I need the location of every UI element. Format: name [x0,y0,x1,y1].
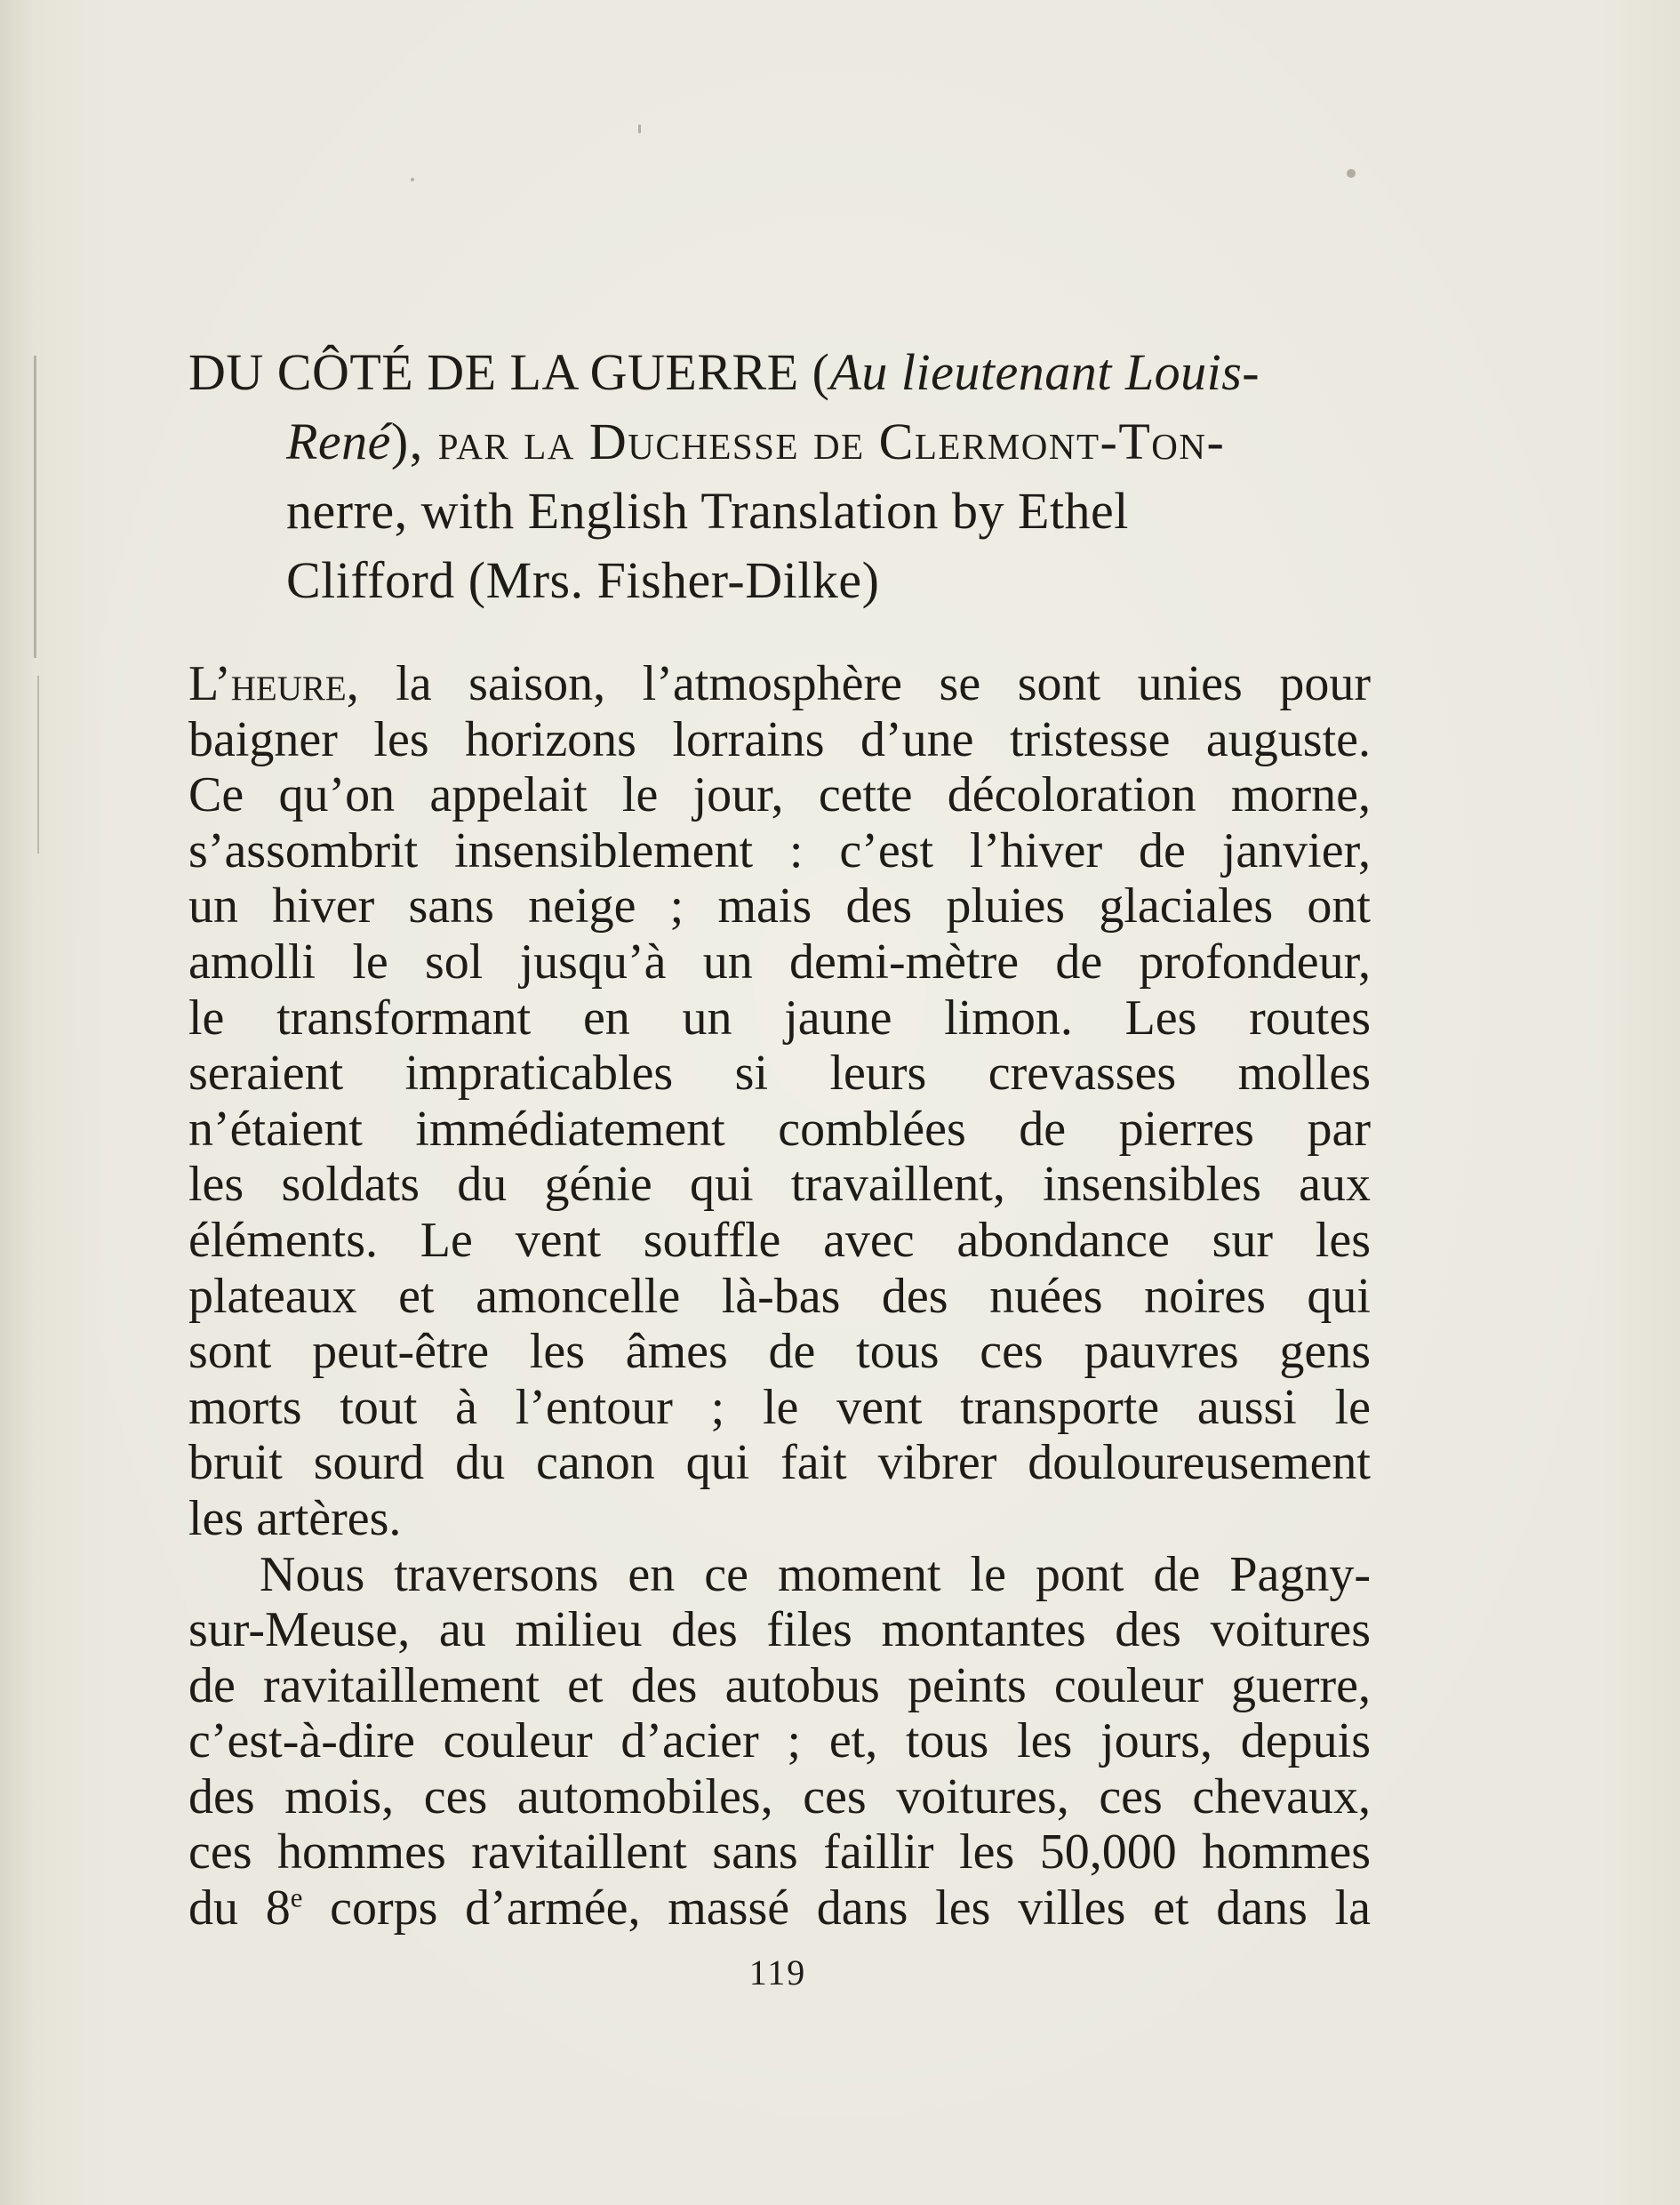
heading-line-3: nerre, with English Translation by Ethel [286,482,1129,540]
heading-line-1 [188,338,1371,407]
text-line [188,656,1371,712]
text-line: plateaux et amoncelle là-bas des nuées noires qui [188,1268,1371,1324]
superscript-ordinal: e [290,1882,303,1913]
text-line: bruit sourd du canon qui fait vibrer douloureusement [188,1435,1371,1491]
heading-line-2 [188,407,1371,477]
paragraph-start-line: Nous traversons en ce moment le pont de Pagny- [260,1546,1371,1602]
text-line: morts tout à l’entour ; le vent transporte aussi le [188,1379,1371,1435]
text-line: n’étaient immédiatement comblées de pierres par [188,1101,1371,1157]
binding-shadow [37,676,39,854]
text-line: les artères. [188,1490,402,1546]
heading-author-text: ), par la Duchesse de Clermont-Ton- [390,413,1226,470]
text-fragment: corps d’armée, massé dans les villes et dans la [302,1880,1372,1936]
text-line: sont peut-être les âmes de tous ces pauvres gens [188,1324,1371,1380]
paper-speck [411,178,414,181]
text-line: baigner les horizons lorrains d’une tristesse auguste. [188,711,1371,767]
text-line: c’est-à-dire couleur d’acier ; et, tous les jours, depuis [188,1713,1371,1769]
text-line: les soldats du génie qui travaillent, insensibles aux [188,1157,1371,1213]
text-line: des mois, ces automobiles, ces voitures, ces chevaux, [188,1768,1371,1824]
text-line-rest: , la saison, l’atmosphère se sont unies pour [346,656,1371,711]
text-line: Ce qu’on appelait le jour, cette décoloration morne, [188,767,1371,823]
text-line: le transformant en un jaune limon. Les routes [188,990,1371,1046]
text-line: éléments. Le vent souffle avec abondance sur les [188,1212,1371,1268]
heading-dedication-text: Au lieutenant Louis- [829,343,1260,401]
paper-speck [638,124,641,133]
text-line: un hiver sans neige ; mais des pluies glaciales ont [188,878,1371,934]
text-line: de ravitaillement et des autobus peints couleur guerre, [188,1657,1371,1713]
text-line: ces hommes ravitaillent sans faillir les 50,000 hommes [188,1824,1371,1880]
opening-word: L’heure [188,656,347,711]
text-line: seraient impraticables si leurs crevasses molles [188,1046,1371,1102]
paper-speck [1347,169,1356,178]
binding-shadow [34,356,36,658]
heading-title-text: DU CÔTÉ DE LA GUERRE ( [188,343,830,401]
text-line: amolli le sol jusqu’à un demi-mètre de profondeur, [188,934,1371,990]
text-line [188,1880,1371,1936]
text-line: s’assombrit insensiblement : c’est l’hiver de janvier, [188,822,1371,878]
page-number: 119 [748,1952,807,1993]
body-text [188,656,1371,1936]
heading-dedication-end: René [286,413,391,470]
text-fragment: du 8 [188,1880,291,1936]
article-heading [188,338,1371,615]
text-line: sur-Meuse, au milieu des files montantes des voitures [188,1602,1371,1658]
heading-line-4: Clifford (Mrs. Fisher-Dilke) [286,551,880,609]
